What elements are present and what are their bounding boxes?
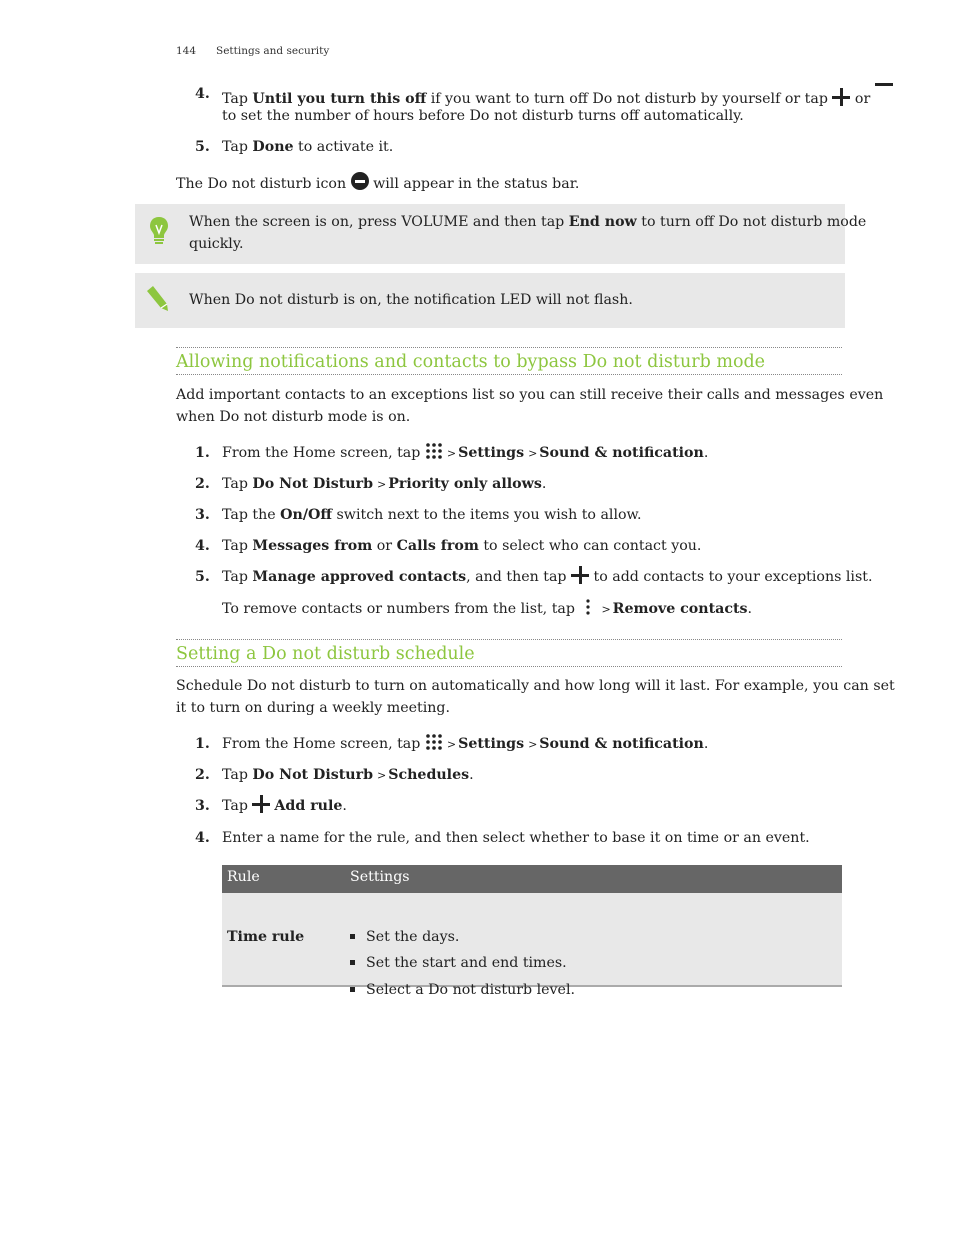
step-number: 5. <box>195 139 210 155</box>
rules-table <box>222 865 842 998</box>
lightbulb-icon <box>149 216 169 246</box>
section-title: Setting a Do not disturb schedule <box>176 644 475 664</box>
section-rule-top <box>176 639 842 640</box>
tip-text-line1: When the screen is on, press VOLUME and then tap End now to turn off Do not disturb mode <box>189 214 867 230</box>
plus-icon <box>571 566 589 584</box>
note-text: When Do not disturb is on, the notification LED will not flash. <box>189 292 633 308</box>
section-intro-line2: it to turn on during a weekly meeting. <box>176 700 451 716</box>
plus-icon <box>252 795 270 813</box>
step-number: 1. <box>195 445 210 461</box>
apps-grid-icon <box>425 442 443 460</box>
step-text: Tap Do Not Disturb > Priority only allows. <box>222 476 547 492</box>
section-rule-bottom <box>176 374 842 375</box>
page-header <box>176 45 329 57</box>
table-row <box>222 893 842 998</box>
step-number: 4. <box>195 86 210 102</box>
plus-icon <box>832 88 850 106</box>
header-cell-settings: Settings <box>350 869 410 885</box>
step-number: 3. <box>195 798 210 814</box>
step-text: From the Home screen, tap > Settings > Sound & notification. <box>222 733 708 756</box>
step-number: 5. <box>195 569 210 585</box>
tip-text-line2: quickly. <box>189 236 244 252</box>
step-number: 2. <box>195 476 210 492</box>
step-number: 3. <box>195 507 210 523</box>
remove-contacts-text: To remove contacts or numbers from the list, tap > Remove contacts. <box>222 601 753 617</box>
minus-icon <box>875 83 893 101</box>
step-text: Tap Add rule. <box>222 795 347 817</box>
do-not-disturb-icon <box>351 172 369 190</box>
step-text: Tap Done to activate it. <box>222 139 394 155</box>
more-options-icon <box>585 599 591 615</box>
step-text: Tap Manage approved contacts, and then tap to add contacts to your exceptions list. <box>222 566 872 588</box>
step-number: 4. <box>195 830 210 846</box>
list-item: Select a Do not disturb level. <box>350 979 575 1001</box>
step-number: 1. <box>195 736 210 752</box>
pencil-icon <box>145 285 171 313</box>
step-text: Tap Until you turn this off if you want to turn off Do not disturb by yourself or tap or <box>222 83 893 110</box>
page-number: 144 <box>176 45 197 57</box>
tip-box <box>135 204 867 264</box>
section-rule-bottom <box>176 666 842 667</box>
apps-grid-icon <box>425 733 443 751</box>
step-number: 4. <box>195 538 210 554</box>
rule-cell: Time rule <box>227 929 305 945</box>
step-text: Tap Messages from or Calls from to select who can contact you. <box>222 538 702 554</box>
list-item: Set the start and end times. <box>350 952 567 974</box>
note-box <box>135 273 845 328</box>
step-number: 2. <box>195 767 210 783</box>
step-text: From the Home screen, tap > Settings > Sound & notification. <box>222 442 708 465</box>
section-rule-top <box>176 347 842 348</box>
step-text: Tap the On/Off switch next to the items you wish to allow. <box>222 507 642 523</box>
table-header <box>222 865 842 893</box>
section-intro-line2: when Do not disturb mode is on. <box>176 409 411 425</box>
header-cell-rule: Rule <box>227 869 260 885</box>
status-bar-sentence: The Do not disturb icon will appear in the status bar. <box>176 172 579 195</box>
section-intro-line1: Add important contacts to an exceptions list so you can still receive their calls and messages even <box>176 387 884 403</box>
step-text: Enter a name for the rule, and then select whether to base it on time or an event. <box>222 830 810 846</box>
section-title: Allowing notifications and contacts to bypass Do not disturb mode <box>176 352 766 372</box>
step-text: Tap Do Not Disturb > Schedules. <box>222 767 474 783</box>
step-text-line2: to set the number of hours before Do not disturb turns off automatically. <box>222 108 744 124</box>
header-section: Settings and security <box>216 45 330 57</box>
section-intro-line1: Schedule Do not disturb to turn on automatically and how long will it last. For example, you can set <box>176 678 895 694</box>
list-item: Set the days. <box>350 926 459 948</box>
